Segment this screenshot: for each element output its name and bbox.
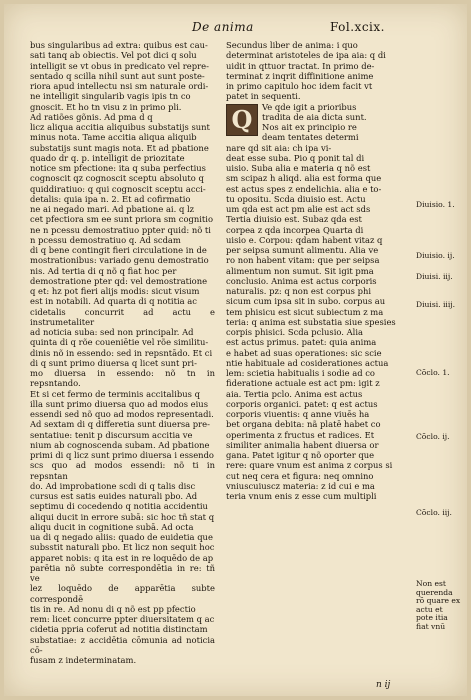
- text-line: dinis nõ in essendo: sed in repsntādo. Et ci: [30, 347, 213, 358]
- text-line: nis. Ad tertia di q nõ q fiat hoc per: [30, 265, 177, 276]
- text-line: uidit in qttuor tractat. In primo de-: [226, 60, 375, 71]
- text-line: Ad ratiões gõnis. Ad pma d q: [30, 111, 153, 122]
- text-line: Secundus liber de anima: i quo: [226, 40, 358, 50]
- text-line: notice sm pfectione: ita q suba perfectius: [30, 163, 206, 173]
- text-line: licz aliqua accitia aliquibus substatijs sunt: [30, 122, 210, 132]
- text-line: corporis organici. patet: q est actus: [226, 398, 378, 409]
- text-line: determinat aristoteles de ipa aia: q di: [226, 50, 386, 61]
- text-line: cet pfectiora sm ee sunt priora sm cognitio: [30, 214, 214, 225]
- signature-mark: n ij: [376, 680, 391, 690]
- margin-note-diuisio-2: Diuisio. ij.: [416, 251, 455, 260]
- text-line: quiddiratiuo: q qui cognoscit sceptu acci-: [30, 183, 206, 194]
- text-line: Nos ait ex principio re: [262, 122, 357, 132]
- text-line: Ve qde igit a prioribus: [262, 101, 357, 112]
- text-line: ro non habent vitam: que per seipsa: [226, 255, 380, 266]
- text-line: cognoscit qz cognoscit sceptu absoluto q: [30, 173, 204, 184]
- text-line: illa sunt primo diuersa quo ad modos eius: [30, 398, 208, 409]
- text-line: cidetia ppria coferut ad notitia distinctam: [30, 624, 208, 635]
- text-line: est in notabili. Ad quarta di q notitia ac: [30, 296, 197, 307]
- text-line: naturalis. pz: q non est corpus phi: [226, 286, 372, 296]
- margin-note-non-est-querenda: Non est querenda rõ quare ex actu et pote itia fiat vnū: [416, 579, 461, 631]
- text-line: terminat z inqrit diffinitione anime: [226, 70, 374, 81]
- text-line: Et si cet fermo de terminis accitalibus q: [30, 388, 200, 399]
- text-line: fideratione actuale est act pm: igit z: [226, 378, 380, 389]
- text-line: quinta di q rõe coueniētie vel rõe similitu-: [30, 337, 209, 348]
- text-line: cut neq cera et figura: neq omnino: [226, 470, 374, 481]
- text-line: sentatiue: tenit p discursum accitia ve: [30, 429, 193, 440]
- text-line: est actus primus. patet: quia anima: [226, 337, 377, 348]
- text-line: est actus spes z endelichia. alia e to-: [226, 183, 382, 194]
- text-line: bet organa debita: nã platē habet co: [226, 419, 381, 430]
- text-line: ne intelligit singularib vagis ipis tn co: [30, 91, 191, 102]
- text-line: tis in re. Ad nonu di q nõ est pp pfectio: [30, 603, 196, 614]
- text-line: substatijs sunt magis nota. Et ad pbatione: [30, 142, 209, 153]
- text-line: subsstit naturali pbo. Et licz non sequit hoc: [30, 542, 215, 553]
- text-line: conclusio. Anima est actus corporis: [226, 275, 377, 286]
- text-line: teria vnum enis z esse cum multipli: [226, 491, 377, 501]
- folio-number: Fol.xcix.: [330, 20, 385, 34]
- page-header: [4, 18, 467, 38]
- text-line: n pcessu demostratiuo q. Ad scdam: [30, 234, 181, 245]
- margin-note-diuisio-1: Diuisio. 1.: [416, 200, 455, 209]
- text-line: lem: scietia habitualis i sodie ad co: [226, 368, 375, 378]
- text-line: rem: licet concurre ppter diuersitatem q ac: [30, 614, 215, 624]
- text-line: cidetalis concurrit ad actu e instrumetaliter: [30, 306, 215, 327]
- text-line: septimu di cocedendo q notitia accidentiu: [30, 501, 208, 512]
- text-line: substatiae: z accidētia cōmunia ad noticia cō-: [30, 634, 215, 655]
- book-body: [226, 102, 414, 502]
- text-line: similiter animalia habent diuersa or: [226, 439, 379, 450]
- text-line: tu opositu. Scda diuisio est. Actu: [226, 193, 366, 204]
- text-line: q et: hz pot fieri alijs modis: sicut visum: [30, 286, 200, 296]
- margin-note-diuisio-3: Diuisi. iij.: [416, 272, 453, 281]
- text-line: sicum cum ipsa sit in subo. corpus au: [226, 296, 386, 307]
- text-line: bus singularibus ad extra: quibus est cau-: [30, 40, 208, 50]
- book-intro: [226, 40, 414, 102]
- margin-note-conclusio-2: Cõclo. ij.: [416, 432, 450, 441]
- text-line: mostrationibus: variado genu demostratio: [30, 255, 209, 266]
- running-title: De anima: [192, 20, 254, 34]
- text-line: primi di q licz sunt primo diuersa i essendo: [30, 450, 214, 460]
- text-line: aliqu ducit in cognitione subā. Ad octa: [30, 521, 194, 532]
- text-line: parētia nõ subte correspondētia in re: tñ ve: [30, 562, 215, 583]
- text-line: e habet ad suas operationes: sic scie: [226, 347, 382, 358]
- text-line: Tertia diuisio est. Subaz qda est: [226, 214, 362, 225]
- text-line: alimentum non sumut. Sit igit pma: [226, 265, 374, 276]
- text-line: per seipsa sumunt alimentu. Alia ve: [226, 245, 379, 255]
- margin-note-diuisio-4: Diuisi. iiij.: [416, 300, 456, 309]
- text-line: ua di q negado aliis: quado de euidetia que: [30, 532, 213, 542]
- text-line: um qda est act pm alie est act sds: [226, 204, 371, 214]
- text-line: tem phisicu est sicut subiectum z ma: [226, 306, 384, 317]
- text-line: patet in sequenti.: [226, 91, 301, 102]
- text-line: quado dr q. p. intelligit de priozitate: [30, 152, 185, 163]
- decorated-initial: [226, 104, 258, 136]
- text-line: cursus est satis euides naturali pbo. Ad: [30, 491, 198, 501]
- text-line: deam tentates determi: [262, 132, 359, 143]
- text-line: intelligit se vt obus in predicato vel repre-: [30, 60, 209, 71]
- text-line: ne n pcessu demostratiuo ppter quid: nõ ti: [30, 224, 211, 235]
- text-line: vniuscuiuscz materia: z id cui e ma: [226, 480, 375, 491]
- text-line: operimenta z fructus et radices. Et: [226, 429, 375, 440]
- text-line: sentado q scilla nihil sunt aut sunt poste-: [30, 70, 205, 81]
- text-line: aia. Tertia pclo. Anima est actus: [226, 388, 363, 399]
- text-line: detalis: quia ipa n. 2. Et ad cofirmatio: [30, 193, 191, 204]
- text-line: minus nota. Tame accitia aliqua aliquib: [30, 132, 197, 143]
- text-line: Ad sextam di q differetia sunt diuersa pre-: [30, 419, 210, 430]
- text-line: gana. Patet igitur q nõ oporter que: [226, 450, 375, 460]
- text-line: corpea z qda incorpea Quarta di: [226, 224, 364, 235]
- text-line: ad noticia suba: sed non principalr. Ad: [30, 327, 194, 337]
- initial-letter: Q: [231, 104, 253, 134]
- text-line: demostratione pter qd: vel demostratione: [30, 275, 208, 286]
- text-line: corpis phisici. Scda pclusio. Alia: [226, 327, 364, 337]
- margin-note-conclusio-1: Cõclo. 1.: [416, 368, 450, 377]
- text-line: tradita de aia dicta sunt.: [262, 111, 367, 122]
- text-line: teria: q anima est substatia siue spesies: [226, 316, 396, 327]
- text-line: deat esse suba. Pio q ponit tal di: [226, 152, 365, 163]
- text-line: do. Ad improbatione scdi di q talis disc: [30, 480, 196, 491]
- text-line: nare qd sit aia: ch ipa vi-: [226, 142, 332, 153]
- text-line: essendi sed nõ quo ad modos representadi.: [30, 409, 214, 419]
- text-line: uisio. Suba alia e materia q nõ est: [226, 163, 371, 173]
- manuscript-page: [4, 4, 467, 696]
- text-line: ne ai negado mari. Ad pbatione ai. q lz: [30, 204, 195, 214]
- text-line: aliqui ducit in errore subā: sic hoc tñ stat q: [30, 511, 215, 522]
- right-text-column: [226, 40, 414, 664]
- text-line: rere: quare vnum est anima z corpus si: [226, 460, 393, 471]
- text-line: scs quo ad modos essendi: nõ ti in repsntan: [30, 460, 215, 481]
- text-line: uisio e. Corpou: qdam habent vitaz q: [226, 234, 383, 245]
- text-line: apparet nobis: q ita est in re loquēdo de ap: [30, 552, 214, 563]
- text-line: di q bene contingit fieri circulatione in de: [30, 245, 207, 255]
- text-line: mo diuersa in essendo: nõ tn in repsntando.: [30, 368, 215, 389]
- text-line: ntie habituale ad cosiderationes actua: [226, 357, 389, 368]
- text-line: lez loquēdo de apparētia subte correspondē: [30, 583, 215, 604]
- left-text-column: [30, 40, 215, 664]
- text-line: di q sunt primo diuersa q licet sunt pri-: [30, 357, 197, 368]
- text-line: nium ab cognoscenda subam. Ad pbatione: [30, 439, 210, 450]
- text-line: corporis viuentis: q anne viuēs ha: [226, 409, 370, 419]
- text-line: sm scipaz h aliqd. alia est forma que: [226, 173, 382, 184]
- text-line: sati tanq ab obiectis. Vel pot dici q solu: [30, 50, 197, 61]
- margin-note-conclusio-3: Cõclo. iij.: [416, 508, 452, 517]
- text-line: riora apud intellectu nsi sm naturale ordi-: [30, 81, 209, 91]
- text-line: in primo capitulo hoc idem facit vt: [226, 81, 373, 91]
- text-line: fusam z indeterminatam.: [30, 655, 137, 664]
- text-line: gnoscit. Et ho tn visu z in primo pli.: [30, 101, 182, 112]
